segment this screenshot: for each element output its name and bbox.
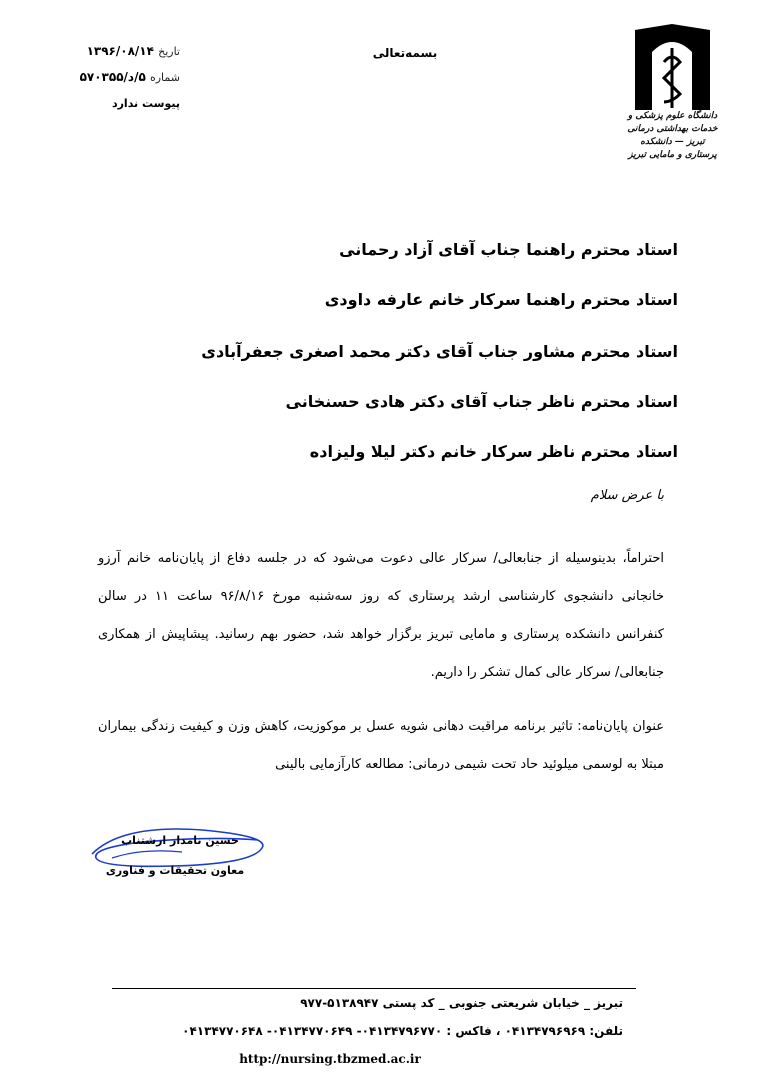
- letter-number: [40, 70, 180, 84]
- footer-phones: تلفن: ۰۴۱۳۴۷۹۶۹۶۹ ، فاکس : ۰۴۱۳۴۷۹۶۷۷۰- ۰۴۱۳۴۷۷۰۶۴۹- ۰۴۱۳۴۷۷۰۶۴۸: [182, 1024, 623, 1038]
- bismillah-heading: بسمه‌تعالی: [372, 46, 438, 60]
- logo-caption: دانشگاه علوم پزشکی و خدمات بهداشتی درمانی تبریز — دانشکده پرستاری و مامایی تبریز: [627, 111, 718, 160]
- addressee-line: استاد محترم مشاور جناب آقای دکتر محمد اصغری جعفرآبادی: [201, 342, 678, 361]
- number-value: ۵/د/۵۷۰۳۵۵: [79, 70, 146, 84]
- addressee-line: استاد محترم ناظر سرکار خانم دکتر لیلا ولیزاده: [309, 442, 678, 461]
- addressee-line: استاد محترم راهنما جناب آقای آزاد رحمانی: [339, 240, 678, 259]
- signer-name: حسین نامدار ارشتناب: [121, 834, 239, 847]
- addressee-line: استاد محترم راهنما سرکار خانم عارفه داودی: [324, 290, 678, 309]
- date-label: تاریخ: [158, 45, 180, 58]
- date-value: ۱۳۹۶/۰۸/۱۴: [86, 44, 154, 58]
- letter-date: [40, 44, 180, 58]
- signer-role: معاون تحقیقات و فناوری: [105, 864, 245, 877]
- letter-body: احتراماً، بدینوسیله از جنابعالی/ سرکار عالی دعوت می‌شود که در جلسه دفاع از پایان‌نامه خانم آرزو خانجانی دانشجوی کارشناسی ارشد پرستاری که روز سه‌شنبه مورخ ۹۶/۸/۱۶ ساعت ۱۱ در سالن کنفرانس دانشکده پرستاری و مامایی تبریز برگزار خواهد شد، حضور بهم رسانید. پیشاپیش از همکاری جنابعالی/ سرکار عالی کمال تشکر را داریم.: [98, 551, 664, 680]
- thesis-title: عنوان پایان‌نامه: تاثیر برنامه مراقبت دهانی شویه عسل بر موکوزیت، کاهش وزن و کیفیت زندگی بیماران مبتلا به لوسمی میلوئید حاد تحت شیمی درمانی: مطالعه کارآزمایی بالینی: [98, 719, 664, 772]
- footer-address: تبریز _ خیابان شریعتی جنوبی _ کد پستی ۵۱۳۸۹۴۷-۹۷۷: [300, 996, 623, 1010]
- attachment-note: پیوست ندارد: [111, 97, 180, 110]
- greeting: با عرض سلام: [590, 488, 664, 503]
- footer-divider: [112, 988, 636, 989]
- footer-url[interactable]: http://nursing.tbzmed.ac.ir: [239, 1052, 421, 1066]
- number-label: شماره: [149, 71, 180, 84]
- addressee-line: استاد محترم ناظر جناب آقای دکتر هادی حسنخانی: [285, 392, 678, 411]
